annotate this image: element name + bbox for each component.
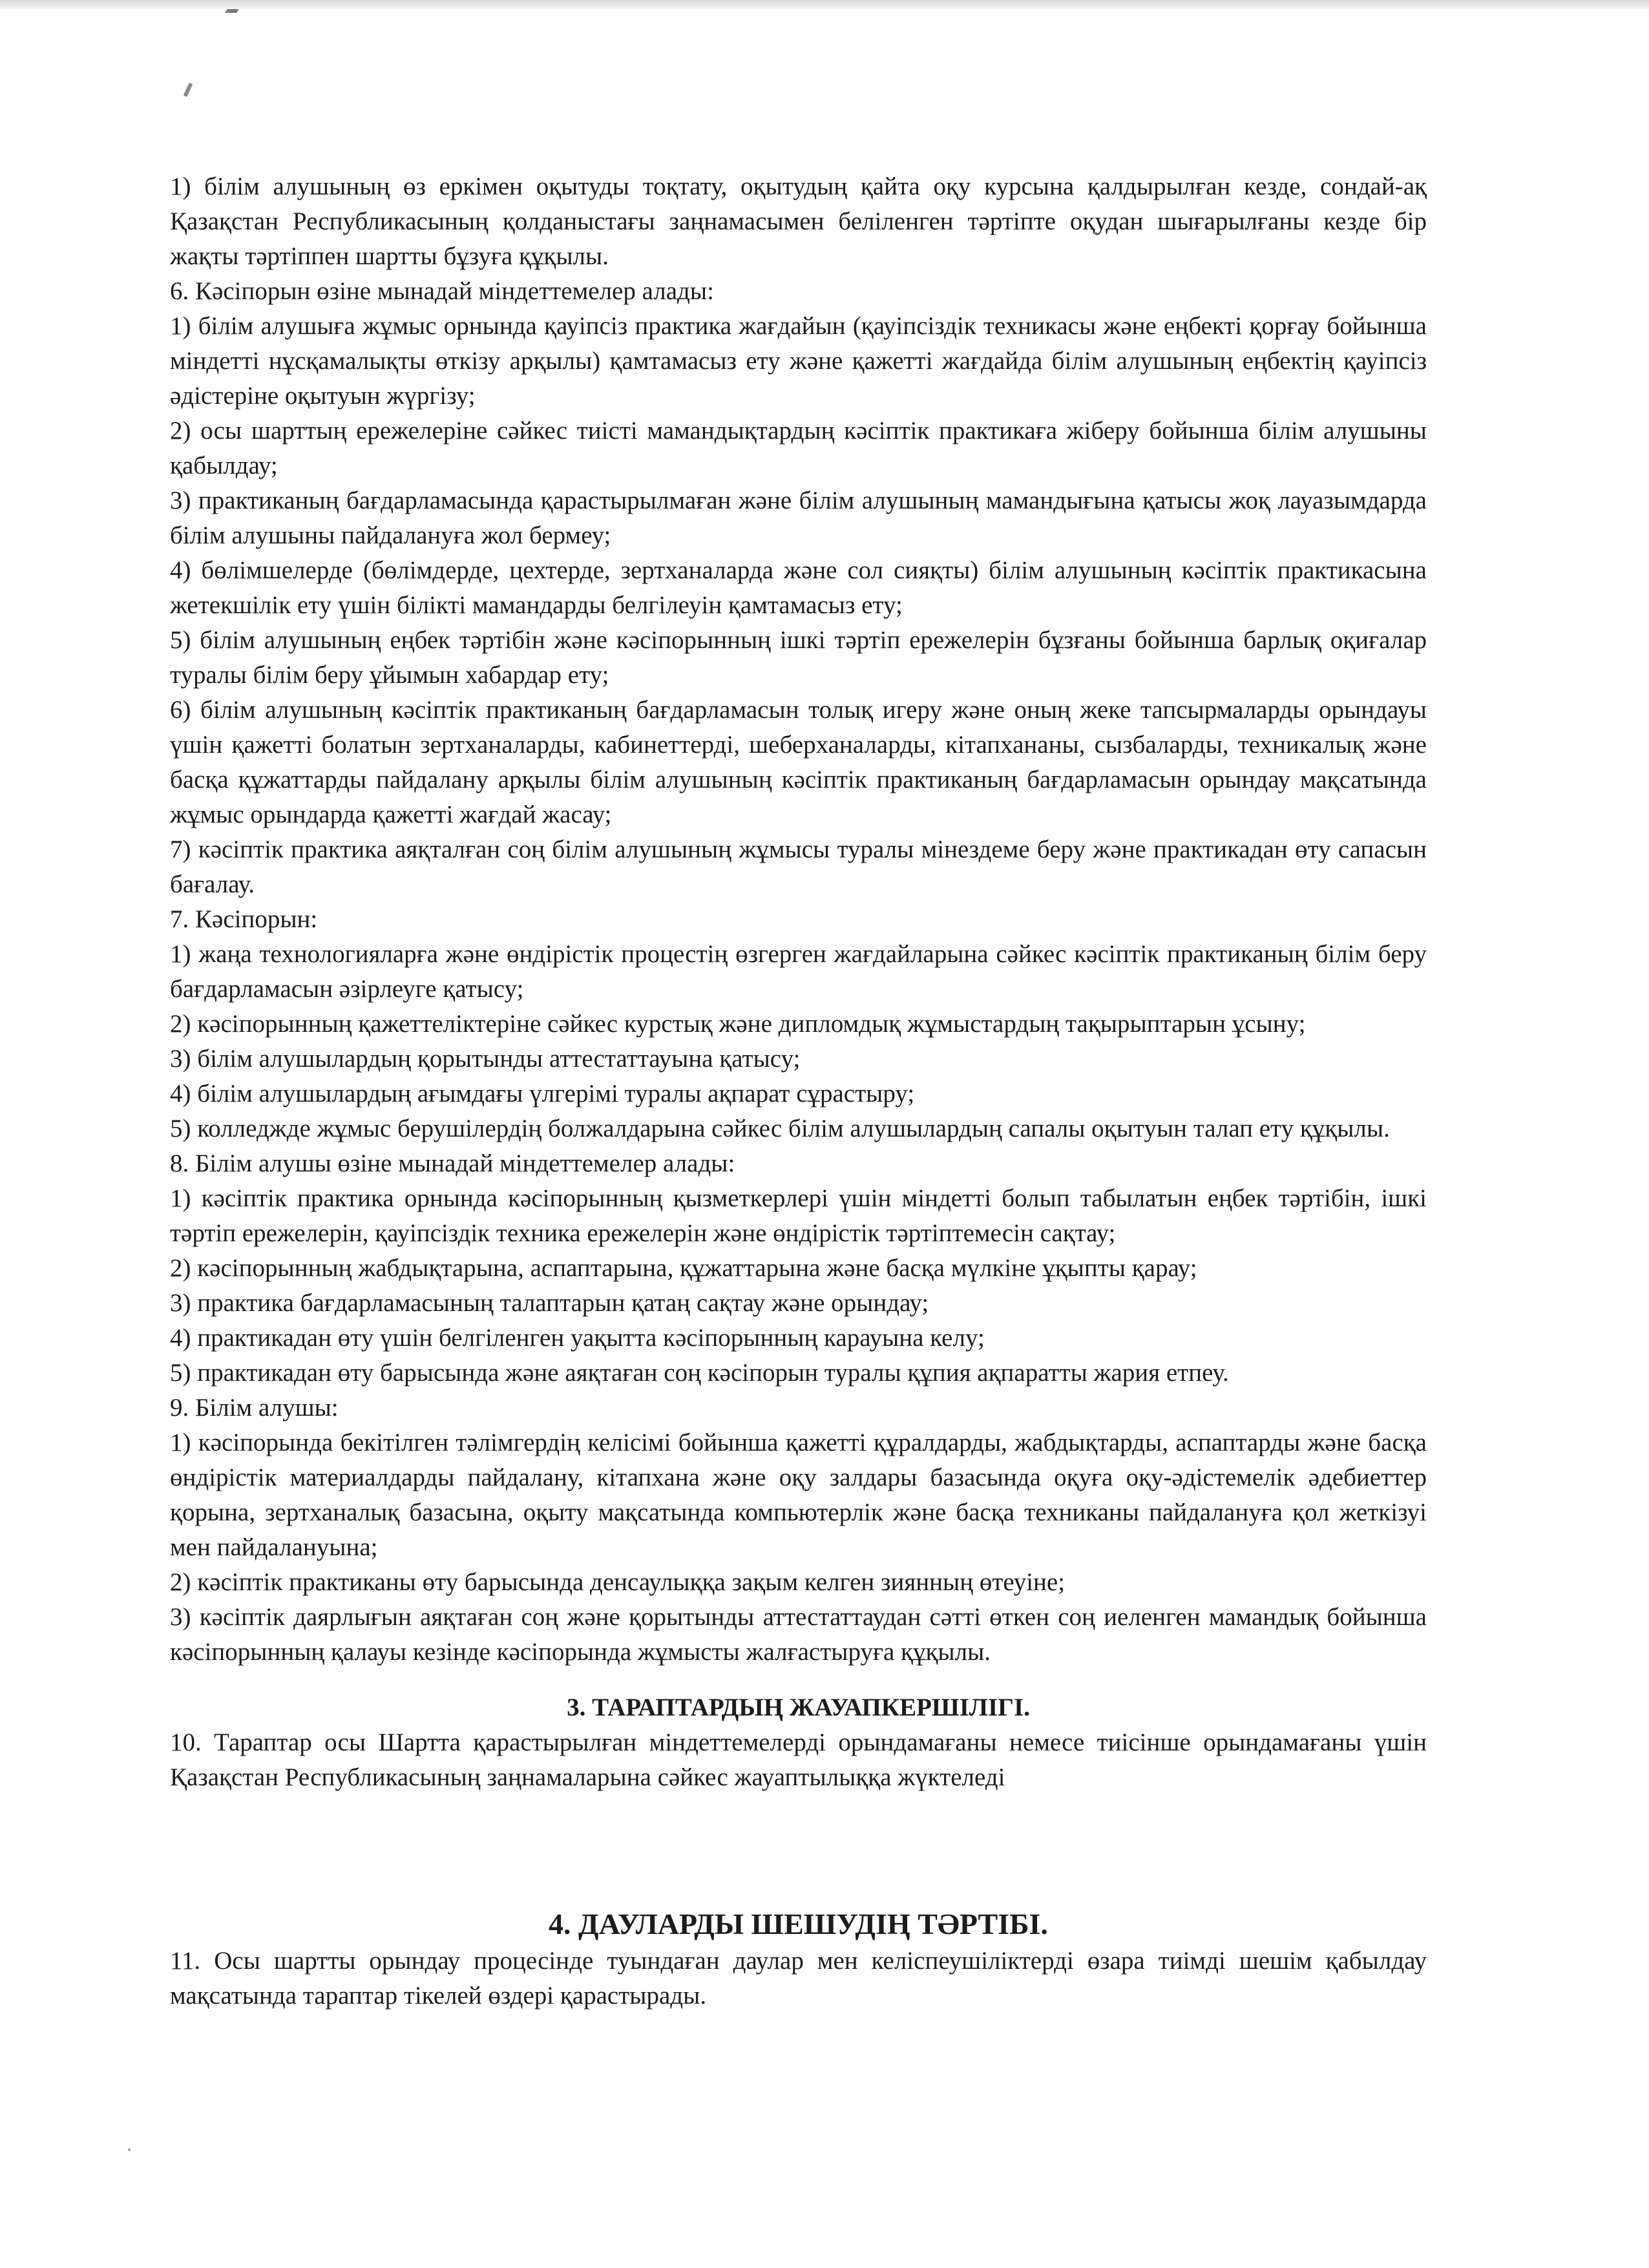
clause-6-4: 4) бөлімшелерде (бөлімдерде, цехтерде, зертханаларда және сол сияқты) білім алушының кәсіптік практикасына жетекшілік ету үшін білікті мамандарды белгілеуін қамтамасыз ету; bbox=[170, 556, 1427, 619]
scan-dot bbox=[128, 2148, 131, 2151]
clause-6-3: 3) практиканың бағдарламасында қарастырылмаған және білім алушының мамандығына қатысы жоқ лауазымдарда білім алушыны пайдалануға жол бермеу; bbox=[170, 487, 1427, 549]
clause-8-2: 2) кәсіпорынның жабдықтарына, аспаптарына, құжаттарына және басқа мүлкіне ұқыпты қарау; bbox=[170, 1254, 1197, 1282]
clause-8-heading: 8. Білім алушы өзіне мынадай міндеттемелер алады: bbox=[170, 1150, 735, 1177]
clause-6-7: 7) кәсіптік практика аяқталған соң білім алушының жұмысы туралы мінездеме беру және практикадан өту сапасын бағалау. bbox=[170, 835, 1427, 898]
section-4-heading: 4. ДАУЛАРДЫ ШЕШУДІҢ ТӘРТІБІ. bbox=[549, 1907, 1048, 1940]
clause-7-4: 4) білім алушылардың ағымдағы үлгерімі туралы ақпарат сұрастыру; bbox=[170, 1080, 915, 1108]
clause-8-5: 5) практикадан өту барысында және аяқтаған соң кәсіпорын туралы құпия ақпаратты жария етпеу. bbox=[170, 1359, 1229, 1387]
clause-7-5: 5) колледжде жұмыс берушілердің болжалдарына сәйкес білім алушылардың сапалы оқытуын талап ету құқылы. bbox=[170, 1115, 1390, 1142]
clause-8-1: 1) кәсіптік практика орнында кәсіпорынның қызметкерлері үшін міндетті болып табылатын еңбек тәртібін, ішкі тәртіп ережелерін, қауіпсіздік техника ережелерін және өндірістік тәртіптемесін сақтау; bbox=[170, 1184, 1427, 1247]
clause-7-heading: 7. Кәсіпорын: bbox=[170, 905, 318, 933]
clause-9-heading: 9. Білім алушы: bbox=[170, 1394, 339, 1422]
clause-7-3: 3) білім алушылардың қорытынды аттестаттауына қатысу; bbox=[170, 1045, 801, 1073]
clause-9-1: 1) кәсіпорында бекітілген тәлімгердің келісімі бойынша қажетті құралдарды, жабдықтарды, аспаптарды және басқа өндірістік материалдарды пайдалану, кітапхана және оқу залдары базасында оқуға оқу-әдістемелік әдебиеттер қорына, зертханалық базасына, оқыту мақсатында компьютерлік және басқа техниканы пайдалануға қол жеткізуі мен пайдалануына; bbox=[170, 1429, 1427, 1561]
clause-5-1: 1) білім алушының өз еркімен оқытуды тоқтату, оқытудың қайта оқу курсына қалдырылған кезде, сондай-ақ Қазақстан Республикасының қолданыстағы заңнамасымен беліленген тәртіпте оқудан шығарылғаны кезде бір жақты тәртіппен шартты бұзуға құқылы. bbox=[170, 173, 1427, 270]
document-page bbox=[170, 169, 1427, 2013]
clause-11: 11. Осы шартты орындау процесінде туындаған даулар мен келіспеушіліктерді өзара тиімді шешім қабылдау мақсатында тараптар тікелей өздері қарастырады. bbox=[170, 1947, 1427, 2010]
clause-8-4: 4) практикадан өту үшін белгіленген уақытта кәсіпорынның карауына келу; bbox=[170, 1324, 985, 1352]
clause-6-1: 1) білім алушыға жұмыс орнында қауіпсіз практика жағдайын (қауіпсіздік техникасы және еңбекті қорғау бойынша міндетті нұсқамалықты өткізу арқылы) қамтамасыз ету және қажетті жағдайда білім алушының еңбектің қауіпсіз әдістеріне оқытуын жүргізу; bbox=[170, 312, 1427, 410]
clause-6-heading: 6. Кәсіпорын өзіне мынадай міндеттемелер алады: bbox=[170, 277, 714, 305]
clause-6-5: 5) білім алушының еңбек тәртібін және кәсіпорынның ішкі тәртіп ережелерін бұзғаны бойынша барлық оқиғалар туралы білім беру ұйымын хабардар ету; bbox=[170, 626, 1427, 689]
clause-8-3: 3) практика бағдарламасының талаптарын қатаң сақтау және орындау; bbox=[170, 1289, 929, 1317]
section-3-heading: 3. ТАРАПТАРДЫҢ ЖАУАПКЕРШІЛІГІ. bbox=[567, 1694, 1030, 1721]
scan-tick-mark bbox=[225, 9, 238, 13]
clause-7-2: 2) кәсіпорынның қажеттеліктеріне сәйкес курстық және дипломдық жұмыстардың тақырыптарын ұсыну; bbox=[170, 1010, 1306, 1038]
clause-7-1: 1) жаңа технологияларға және өндірістік процестің өзгерген жағдайларына сәйкес кәсіптік практиканың білім беру бағдарламасын әзірлеуге қатысу; bbox=[170, 940, 1427, 1003]
clause-9-2: 2) кәсіптік практиканы өту барысында денсаулыққа зақым келген зиянның өтеуіне; bbox=[170, 1568, 1066, 1596]
pen-mark bbox=[184, 83, 193, 97]
clause-9-3: 3) кәсіптік даярлығын аяқтаған соң және қорытынды аттестаттаудан сәтті өткен соң иеленген мамандық бойынша кәсіпорынның қалауы кезінде кәсіпорында жұмысты жалғастыруға құқылы. bbox=[170, 1603, 1427, 1666]
clause-6-6: 6) білім алушының кәсіптік практиканың бағдарламасын толық игеру және оның жеке тапсырмаларды орындауы үшін қажетті болатын зертханаларды, кабинеттерді, шеберханаларды, кітапхананы, сызбаларды, техникалық және басқа құжаттарды пайдалану арқылы білім алушының кәсіптік практиканың бағдарламасын орындау мақсатында жұмыс орындарда қажетті жағдай жасау; bbox=[170, 696, 1427, 828]
scan-top-edge bbox=[0, 0, 1649, 9]
clause-6-2: 2) осы шарттың ережелеріне сәйкес тиісті мамандықтардың кәсіптік практикаға жіберу бойынша білім алушыны қабылдау; bbox=[170, 417, 1427, 479]
clause-10: 10. Тараптар осы Шартта қарастырылған міндеттемелерді орындамағаны немесе тиісінше орындамағаны үшін Қазақстан Республикасының заңнамаларына сәйкес жауаптылыққа жүктеледі bbox=[170, 1728, 1427, 1791]
